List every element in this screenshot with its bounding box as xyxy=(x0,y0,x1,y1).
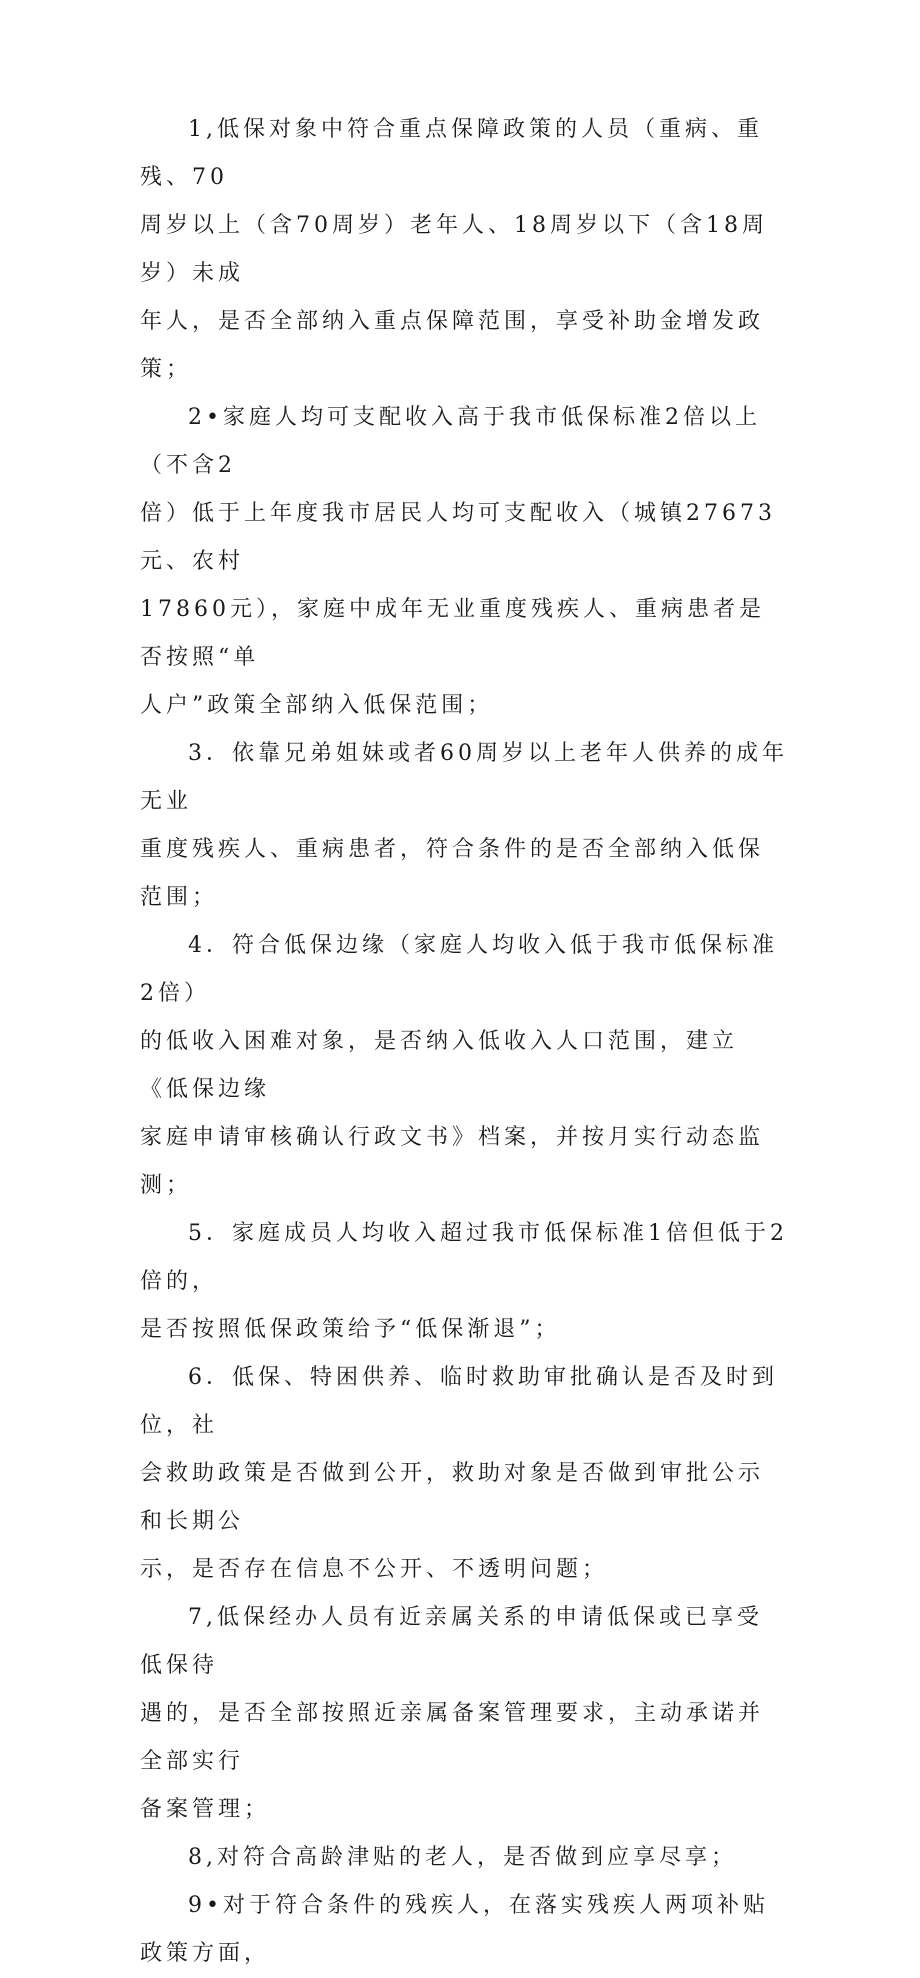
paragraph-9: 9•对于符合条件的残疾人，在落实残疾人两项补贴政策方面， xyxy=(140,1893,769,1966)
paragraph-2: 2•家庭人均可支配收入高于我市低保标准2倍以上（不含2 倍）低于上年度我市居民人均可支配收入（城镇27673元、农村 17860元），家庭中成年无业重度残疾人、重病患者是否按照“单 人户”政策全部纳入低保范围； xyxy=(140,405,776,718)
paragraph-7: 7,低保经办人员有近亲属关系的申请低保或已享受低保待 遇的，是否全部按照近亲属备案管理要求，主动承诺并全部实行 备案管理； xyxy=(140,1605,765,1822)
paragraph-5: 5．家庭成员人均收入超过我市低保标准1倍但低于2倍的， 是否按照低保政策给予“低保渐退”； xyxy=(140,1221,788,1342)
paragraph-3: 3．依靠兄弟姐妹或者60周岁以上老年人供养的成年无业 重度残疾人、重病患者，符合条件的是否全部纳入低保范围； xyxy=(140,741,788,910)
document-body xyxy=(140,106,788,1978)
paragraph-6: 6．低保、特困供养、临时救助审批确认是否及时到位，社 会救助政策是否做到公开，救助对象是否做到审批公示和长期公 示，是否存在信息不公开、不透明问题； xyxy=(140,1365,778,1582)
paragraph-1: 1,低保对象中符合重点保障政策的人员（重病、重残、70 周岁以上（含70周岁）老年人、18周岁以下（含18周岁）未成 年人，是否全部纳入重点保障范围，享受补助金增发政策； xyxy=(140,117,768,382)
paragraph-8: 8,对符合高龄津贴的老人，是否做到应享尽享； xyxy=(188,1845,737,1870)
paragraph-4: 4．符合低保边缘（家庭人均收入低于我市低保标准2倍） 的低收入困难对象，是否纳入低收入人口范围，建立《低保边缘 家庭申请审核确认行政文书》档案，并按月实行动态监测； xyxy=(140,933,778,1198)
